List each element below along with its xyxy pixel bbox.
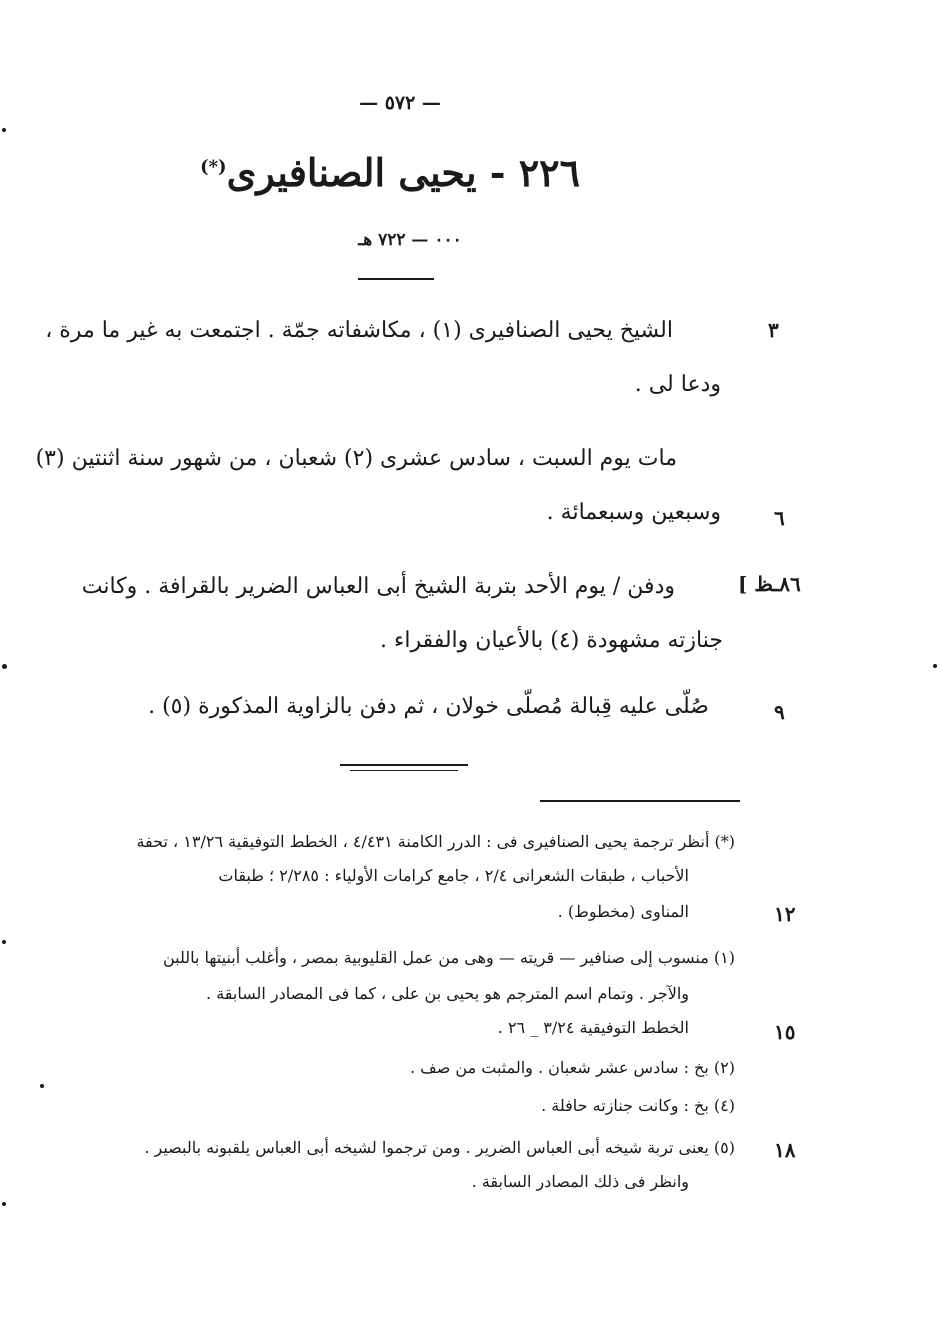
scan-speck: [40, 1084, 44, 1088]
footnote-line-5: والآجر . وتمام اسم المترجم هو يحيى بن على ، كما فى المصادر السابقة .: [206, 984, 689, 1003]
scan-speck: [2, 1202, 6, 1206]
line-number-15: ١٥: [774, 1020, 796, 1044]
page-number: — ٥٧٢ —: [359, 92, 441, 114]
scan-speck: [2, 128, 6, 132]
line-number-12: ١٢: [774, 902, 796, 926]
body-line-3: مات يوم السبت ، سادس عشرى (٢) شعبان ، من شهور سنة اثنتين (٣): [35, 446, 677, 471]
footnote-line-8: (٤) بخ : وكانت جنازته حافلة .: [541, 1096, 735, 1115]
footnote-line-9: (٥) يعنى تربة شيخه أبى العباس الضرير . ومن ترجموا لشيخه أبى العباس يلقبونه بالبصير .: [144, 1138, 735, 1157]
footnote-line-6: الخطط التوفيقية ٣/٢٤ _ ٢٦ .: [497, 1018, 689, 1037]
scan-speck: [2, 664, 7, 669]
body-line-7: صُلّى عليه قِبالة مُصلّى خولان ، ثم دفن بالزاوية المذكورة (٥) .: [148, 694, 709, 719]
body-line-4: وسبعين وسبعمائة .: [546, 500, 721, 525]
footnote-line-10: وانظر فى ذلك المصادر السابقة .: [471, 1172, 689, 1191]
line-number-9: ٩: [774, 700, 785, 724]
footnote-line-1: (*) أنظر ترجمة يحيى الصنافيرى فى : الدرر الكامنة ٤/٤٣١ ، الخطط التوفيقية ١٣/٢٦ ، تحفة: [136, 832, 735, 851]
body-line-5: ودفن / يوم الأحد بتربة الشيخ أبى العباس الضرير بالقرافة . وكانت: [81, 574, 675, 599]
body-end-divider: [340, 764, 468, 766]
line-number-3: ٣: [768, 318, 779, 342]
scan-speck: [2, 940, 6, 944]
entry-dates: ٠٠٠ — ٧٢٢ هـ: [358, 230, 462, 250]
title-divider: [358, 278, 434, 280]
line-number-18: ١٨: [774, 1138, 796, 1162]
footnote-line-4: (١) منسوب إلى صنافير — قريته — وهى من عمل القليوبية بمصر ، وأغلب أبنيتها باللبن: [162, 948, 735, 967]
body-line-1: الشيخ يحيى الصنافيرى (١) ، مكاشفاته جمّة . اجتمعت به غير ما مرة ،: [45, 318, 673, 343]
body-line-6: جنازته مشهودة (٤) بالأعيان والفقراء .: [380, 628, 723, 653]
footnote-line-3: المناوى (مخطوط) .: [557, 902, 689, 921]
footnote-line-2: الأحباب ، طبقات الشعرانى ٢/٤ ، جامع كرامات الأولياء : ٢/٢٨٥ ؛ طبقات: [218, 866, 689, 885]
margin-folio-marker: ٨٦ـظ ]: [738, 572, 801, 596]
entry-title-text: ٢٢٦ - يحيى الصنافيرى: [226, 150, 580, 195]
entry-title: [200, 150, 580, 195]
scan-speck: [933, 664, 937, 668]
title-note-marker: (*): [200, 156, 227, 178]
body-line-2: ودعا لى .: [634, 372, 721, 397]
footnote-line-7: (٢) بخ : سادس عشر شعبان . والمثبت من صف .: [409, 1058, 735, 1077]
footnotes-divider: [540, 800, 740, 802]
line-number-6: ٦: [774, 506, 785, 530]
body-end-divider-thin: [350, 770, 458, 771]
